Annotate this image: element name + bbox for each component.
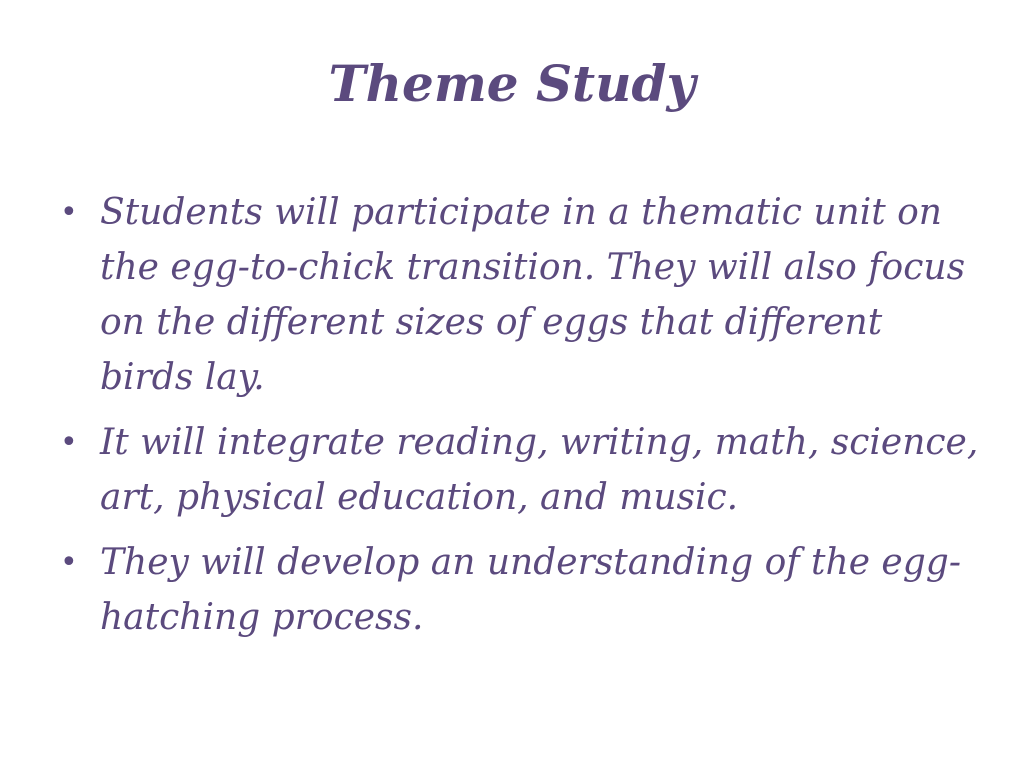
bullet-item-3: [60, 535, 980, 645]
bullet-item-2: [60, 415, 980, 525]
slide-title: Theme Study: [328, 54, 696, 113]
bullet-dot-icon: •: [60, 425, 78, 460]
bullet-dot-icon: •: [60, 195, 78, 230]
bullet-text-2: It will integrate reading, writing, math, science, art, physical education, and music.: [100, 422, 979, 518]
bullet-text-1: Students will participate in a thematic unit on the egg-to-chick transition. They will also focus on the different sizes of eggs that different birds lay.: [100, 192, 966, 398]
bullet-dot-icon: •: [60, 545, 78, 580]
bullet-text-3: They will develop an understanding of the egg-hatching process.: [100, 542, 961, 638]
bullet-list: [60, 185, 980, 655]
bullet-item-1: [60, 185, 980, 405]
